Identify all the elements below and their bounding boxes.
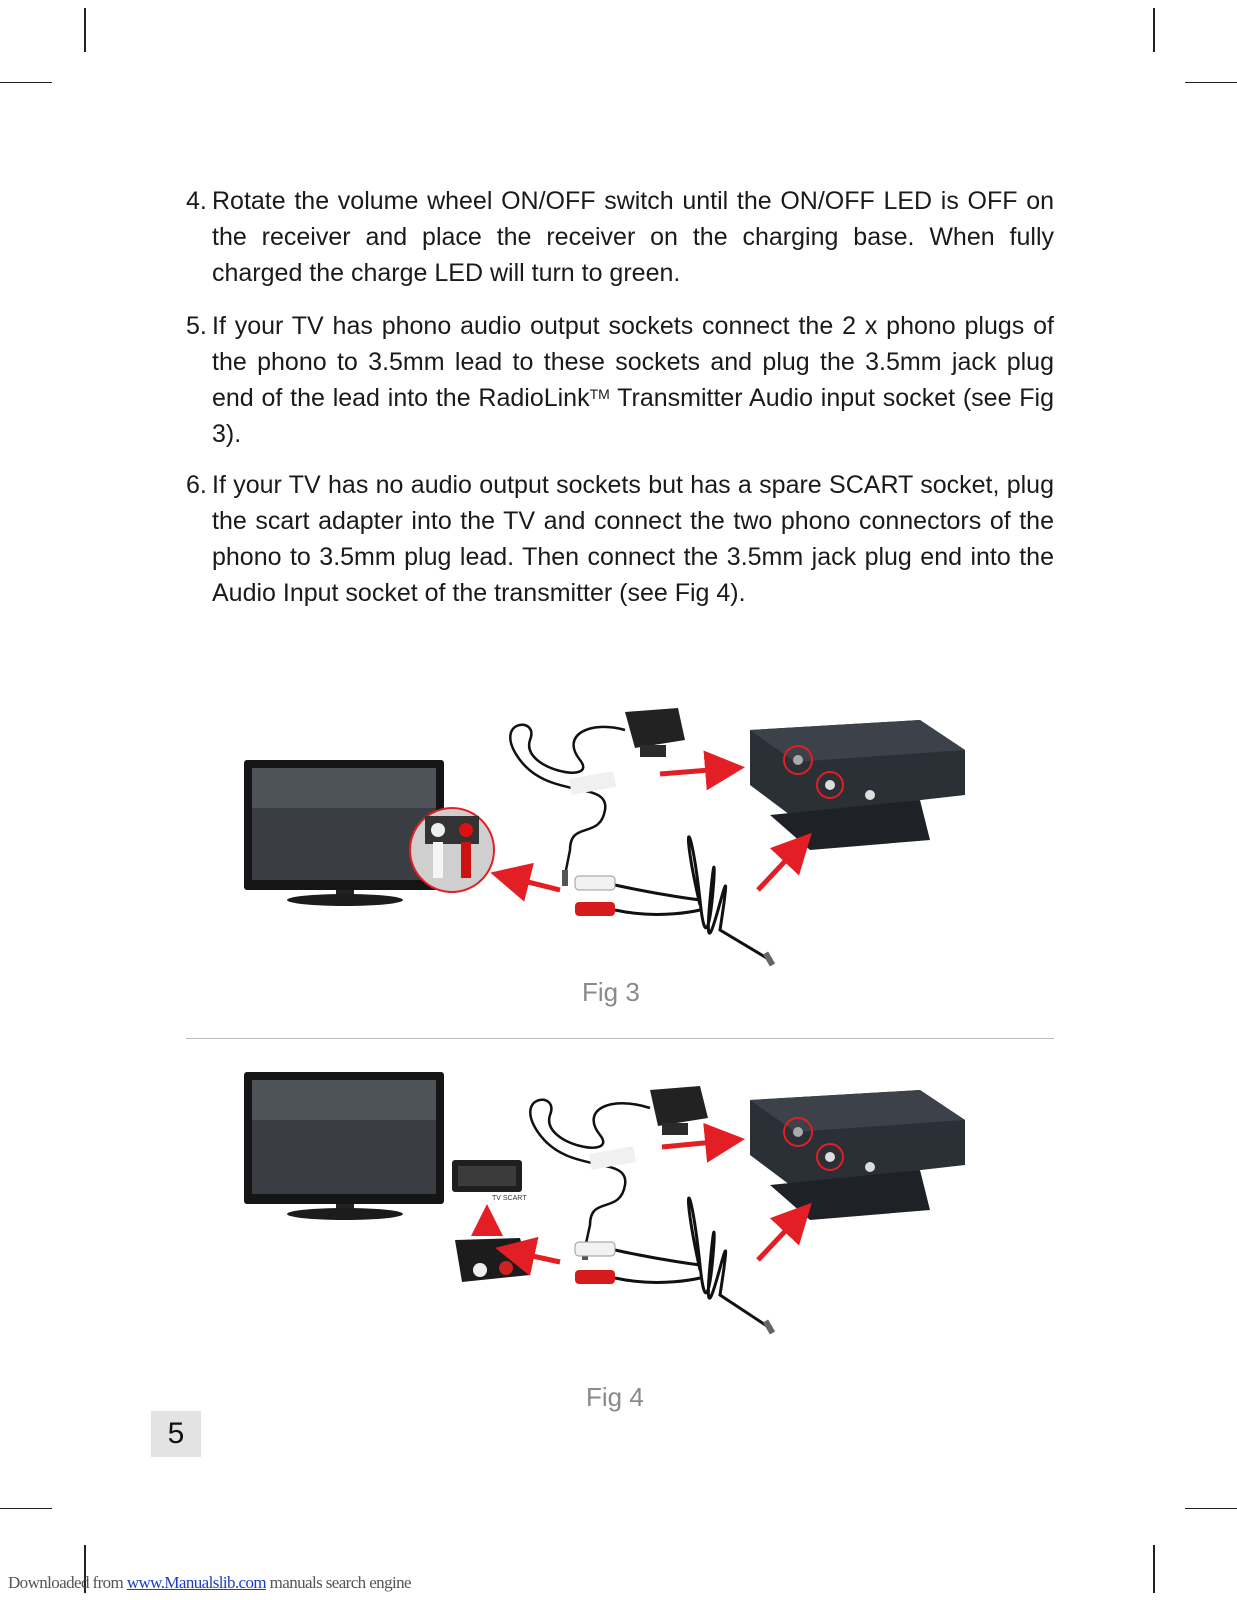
crop-mark (1153, 8, 1155, 52)
crop-mark (1185, 82, 1237, 83)
crop-mark (0, 82, 52, 83)
instruction-text: If your TV has no audio output sockets but has a spare SCART socket, plug the scart adapter into the TV and connect the two phono connectors of the phono to 3.5mm plug lead. Then connect the 3.5mm jack plug end into the Audio Input socket of the transmitter (see Fig 4). (212, 471, 1054, 607)
footer (8, 1573, 411, 1593)
arrow-to-audio-socket (758, 840, 805, 890)
power-adapter-illustration (530, 1086, 708, 1260)
arrow-to-tv-sockets (500, 875, 560, 890)
crop-mark (1153, 1545, 1155, 1593)
tv-scart-socket (452, 1160, 527, 1202)
instruction-4 (186, 183, 1054, 291)
trademark-superscript: TM (589, 386, 610, 402)
instruction-6 (186, 467, 1054, 611)
figure-4-illustration (230, 1060, 1010, 1380)
arrow-to-power-socket (660, 768, 735, 774)
scart-adapter-illustration (455, 1238, 530, 1282)
manualslib-link[interactable]: www.Manualslib.com (126, 1573, 267, 1592)
crop-mark (1185, 1508, 1237, 1509)
instruction-text-part: Transmitter Audio input socket (see Fig 3). (212, 384, 1054, 448)
phono-lead-illustration (575, 1198, 775, 1335)
arrow-to-audio-socket (758, 1210, 805, 1260)
power-adapter-illustration (510, 708, 685, 886)
figure-divider (186, 1038, 1054, 1039)
phono-lead-illustration (575, 837, 775, 967)
instruction-number: 4. (186, 187, 207, 215)
crop-mark (0, 1508, 52, 1509)
instruction-text-part: If your TV has phono audio output sockets connect the 2 x phono plugs of the phono to 3.5mm lead to these sockets and plug the 3.5mm jack plug end of the lead into the RadioLink (212, 312, 1054, 412)
footer-suffix: manuals search engine (266, 1573, 411, 1592)
instruction-number: 6. (186, 471, 207, 499)
transmitter-illustration (750, 720, 965, 850)
figure-3-caption: Fig 3 (582, 977, 640, 1007)
instruction-text (212, 308, 1054, 452)
instruction-number: 5. (186, 312, 207, 340)
transmitter-illustration (750, 1090, 965, 1220)
arrow-to-power-socket (662, 1140, 735, 1147)
figure-4-caption: Fig 4 (586, 1382, 644, 1412)
footer-prefix: Downloaded from (8, 1573, 127, 1592)
instruction-5 (186, 308, 1054, 452)
crop-mark (84, 8, 86, 52)
instruction-text: Rotate the volume wheel ON/OFF switch until the ON/OFF LED is OFF on the receiver and place the receiver on the charging base. When fully charged the charge LED will turn to green. (212, 187, 1054, 287)
page-number: 5 (151, 1411, 201, 1457)
phono-socket-inset (410, 808, 494, 892)
tv-illustration (244, 1072, 444, 1220)
scart-label: TV SCART (492, 1195, 527, 1202)
figure-3-illustration (230, 700, 1010, 1010)
